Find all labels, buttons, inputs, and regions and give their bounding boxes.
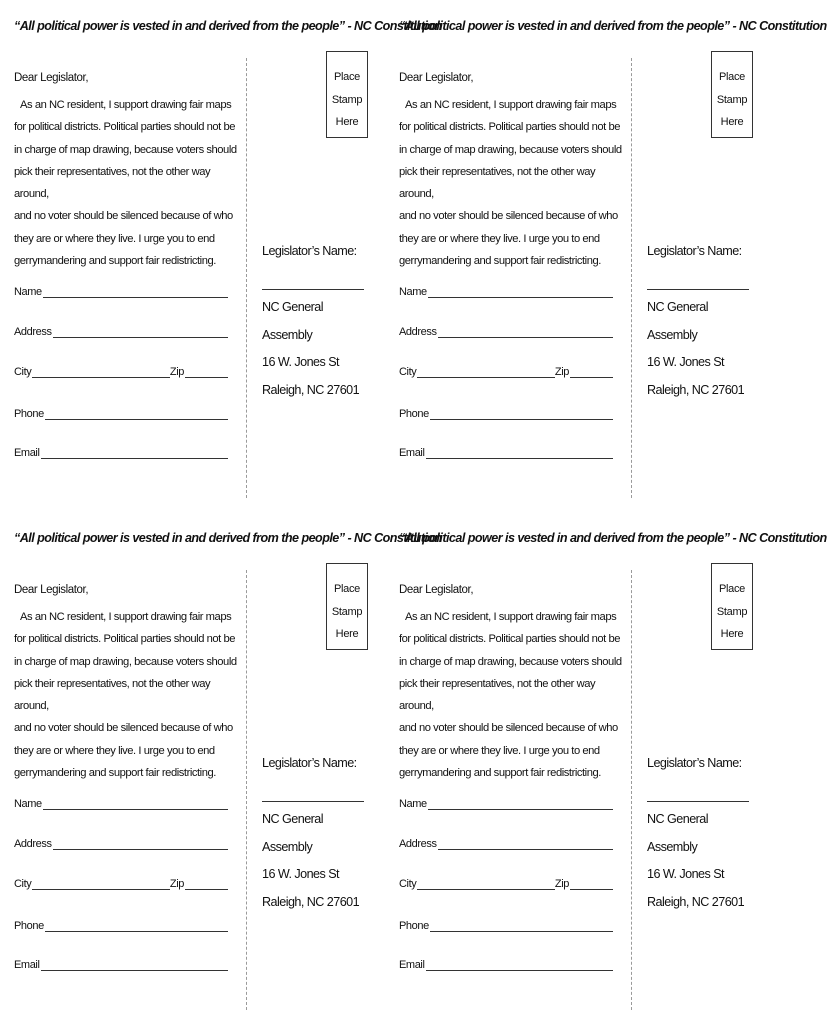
phone-field[interactable]	[399, 407, 613, 420]
name-line[interactable]	[43, 797, 228, 810]
message-line: pick their representatives, not the other way around,	[399, 165, 596, 201]
phone-field[interactable]	[14, 407, 228, 420]
cut-divider	[631, 58, 632, 498]
email-line[interactable]	[41, 958, 228, 971]
phone-label: Phone	[399, 408, 429, 420]
stamp-box	[326, 51, 368, 138]
city-line[interactable]	[417, 365, 555, 378]
zip-line[interactable]	[185, 365, 228, 378]
message-line: As an NC resident, I support drawing fair maps	[20, 99, 232, 111]
address-line: Raleigh, NC 27601	[262, 382, 360, 397]
email-field[interactable]	[399, 446, 613, 459]
message-line: for political districts. Political parties should not be	[399, 121, 621, 134]
message-line: and no voter should be silenced because of who	[14, 722, 233, 735]
motto: “All political power is vested in and derived from the people” - NC Constitution	[399, 19, 827, 33]
address-field[interactable]	[399, 837, 613, 850]
stamp-text: Place	[718, 583, 746, 595]
message-line: pick their representatives, not the other way around,	[14, 165, 211, 201]
city-zip-field[interactable]	[14, 877, 228, 890]
message-area	[14, 584, 239, 784]
stamp-text: Stamp	[716, 605, 748, 618]
phone-line[interactable]	[430, 407, 613, 420]
cut-divider	[246, 570, 247, 1010]
address-line[interactable]	[438, 837, 613, 850]
email-label: Email	[399, 959, 425, 971]
email-line[interactable]	[426, 446, 613, 459]
city-line[interactable]	[417, 877, 555, 890]
email-field[interactable]	[14, 446, 228, 459]
stamp-text: Here	[335, 628, 359, 640]
address-block	[647, 806, 757, 916]
zip-line[interactable]	[185, 877, 228, 890]
stamp-box	[711, 51, 753, 138]
city-line[interactable]	[32, 877, 170, 890]
message-area	[399, 584, 624, 784]
address-line: 16 W. Jones St	[262, 355, 340, 369]
address-field[interactable]	[399, 325, 613, 338]
name-field[interactable]	[399, 285, 613, 298]
phone-label: Phone	[399, 920, 429, 932]
address-block	[262, 294, 372, 404]
address-label: Address	[14, 326, 52, 338]
phone-label: Phone	[14, 920, 44, 932]
stamp-text: Stamp	[331, 605, 363, 618]
address-block	[647, 294, 757, 404]
message-body	[399, 94, 624, 272]
stamp-text: Here	[720, 628, 744, 640]
address-label: Address	[399, 838, 437, 850]
name-label: Name	[14, 798, 42, 810]
message-line: they are or where they live. I urge you to end	[399, 744, 600, 757]
address-field[interactable]	[14, 325, 228, 338]
stamp-text: Place	[718, 71, 746, 83]
cut-divider	[631, 570, 632, 1010]
address-block	[262, 806, 372, 916]
email-label: Email	[14, 959, 40, 971]
message-line: As an NC resident, I support drawing fair maps	[405, 99, 617, 111]
stamp-text: Here	[720, 116, 744, 128]
postcard-bottom-right	[385, 512, 827, 1024]
city-zip-field[interactable]	[14, 365, 228, 378]
message-line: in charge of map drawing, because voters should	[14, 143, 237, 156]
message-line: in charge of map drawing, because voters should	[399, 655, 622, 668]
stamp-box	[326, 563, 368, 650]
zip-label: Zip	[554, 878, 570, 890]
legislator-name-line[interactable]	[647, 271, 749, 290]
name-field[interactable]	[14, 797, 228, 810]
email-field[interactable]	[14, 958, 228, 971]
address-line[interactable]	[438, 325, 613, 338]
phone-line[interactable]	[45, 407, 228, 420]
recipient-address	[647, 756, 757, 916]
legislator-label: Legislator’s Name:	[262, 756, 357, 770]
phone-field[interactable]	[14, 919, 228, 932]
salutation: Dear Legislator,	[399, 72, 474, 84]
email-line[interactable]	[426, 958, 613, 971]
email-label: Email	[14, 447, 40, 459]
postcard-top-left	[0, 0, 442, 512]
phone-line[interactable]	[45, 919, 228, 932]
message-line: and no voter should be silenced because of who	[399, 210, 618, 223]
phone-line[interactable]	[430, 919, 613, 932]
city-label: City	[399, 878, 417, 890]
message-line: they are or where they live. I urge you to end	[399, 232, 600, 245]
address-line[interactable]	[53, 325, 228, 338]
message-body	[14, 606, 239, 784]
city-label: City	[399, 366, 417, 378]
stamp-text: Stamp	[331, 93, 363, 106]
cut-divider	[246, 58, 247, 498]
salutation: Dear Legislator,	[399, 584, 474, 596]
address-line: 16 W. Jones St	[262, 867, 340, 881]
name-line[interactable]	[428, 285, 613, 298]
city-label: City	[14, 366, 32, 378]
email-line[interactable]	[41, 446, 228, 459]
legislator-name-line[interactable]	[262, 783, 364, 802]
phone-field[interactable]	[399, 919, 613, 932]
address-line: NC General Assembly	[262, 300, 323, 342]
message-line: and no voter should be silenced because of who	[399, 722, 618, 735]
stamp-text: Here	[335, 116, 359, 128]
zip-label: Zip	[169, 878, 185, 890]
message-body	[14, 94, 239, 272]
message-line: gerrymandering and support fair redistricting.	[399, 255, 601, 268]
address-line: 16 W. Jones St	[647, 355, 725, 369]
city-line[interactable]	[32, 365, 170, 378]
email-field[interactable]	[399, 958, 613, 971]
address-line: NC General Assembly	[647, 300, 708, 342]
address-line: 16 W. Jones St	[647, 867, 725, 881]
recipient-address	[647, 244, 757, 404]
zip-label: Zip	[554, 366, 570, 378]
message-line: and no voter should be silenced because of who	[14, 210, 233, 223]
city-zip-field[interactable]	[399, 365, 613, 378]
stamp-box	[711, 563, 753, 650]
phone-label: Phone	[14, 408, 44, 420]
message-line: in charge of map drawing, because voters should	[14, 655, 237, 668]
name-field[interactable]	[14, 285, 228, 298]
message-body	[399, 606, 624, 784]
message-line: pick their representatives, not the other way around,	[399, 677, 596, 713]
zip-line[interactable]	[570, 877, 613, 890]
recipient-address	[262, 756, 372, 916]
message-area	[399, 72, 624, 272]
salutation: Dear Legislator,	[14, 72, 89, 84]
address-line: Raleigh, NC 27601	[647, 382, 745, 397]
legislator-name-line[interactable]	[647, 783, 749, 802]
message-line: they are or where they live. I urge you to end	[14, 232, 215, 245]
name-label: Name	[399, 798, 427, 810]
recipient-address	[262, 244, 372, 404]
motto: “All political power is vested in and derived from the people” - NC Constitution	[399, 531, 827, 545]
message-line: they are or where they live. I urge you to end	[14, 744, 215, 757]
motto: “All political power is vested in and derived from the people” - NC Constitution	[14, 531, 442, 545]
name-label: Name	[399, 286, 427, 298]
address-label: Address	[14, 838, 52, 850]
city-zip-field[interactable]	[399, 877, 613, 890]
address-line[interactable]	[53, 837, 228, 850]
stamp-text: Stamp	[716, 93, 748, 106]
message-line: gerrymandering and support fair redistricting.	[14, 255, 216, 268]
message-line: pick their representatives, not the other way around,	[14, 677, 211, 713]
name-line[interactable]	[428, 797, 613, 810]
address-line: Raleigh, NC 27601	[647, 894, 745, 909]
postcard-top-right	[385, 0, 827, 512]
address-field[interactable]	[14, 837, 228, 850]
name-field[interactable]	[399, 797, 613, 810]
stamp-text: Place	[333, 71, 361, 83]
message-line: in charge of map drawing, because voters should	[399, 143, 622, 156]
zip-line[interactable]	[570, 365, 613, 378]
email-label: Email	[399, 447, 425, 459]
legislator-label: Legislator’s Name:	[262, 244, 357, 258]
address-label: Address	[399, 326, 437, 338]
zip-label: Zip	[169, 366, 185, 378]
address-line: NC General Assembly	[262, 812, 323, 854]
message-line: for political districts. Political parties should not be	[14, 633, 236, 646]
city-label: City	[14, 878, 32, 890]
legislator-label: Legislator’s Name:	[647, 756, 742, 770]
message-line: gerrymandering and support fair redistricting.	[399, 767, 601, 780]
stamp-text: Place	[333, 583, 361, 595]
motto: “All political power is vested in and derived from the people” - NC Constitution	[14, 19, 442, 33]
address-line: Raleigh, NC 27601	[262, 894, 360, 909]
postcard-bottom-left	[0, 512, 442, 1024]
message-line: for political districts. Political parties should not be	[14, 121, 236, 134]
message-area	[14, 72, 239, 272]
name-line[interactable]	[43, 285, 228, 298]
message-line: gerrymandering and support fair redistricting.	[14, 767, 216, 780]
name-label: Name	[14, 286, 42, 298]
message-line: for political districts. Political parties should not be	[399, 633, 621, 646]
address-line: NC General Assembly	[647, 812, 708, 854]
message-line: As an NC resident, I support drawing fair maps	[405, 611, 617, 623]
legislator-label: Legislator’s Name:	[647, 244, 742, 258]
salutation: Dear Legislator,	[14, 584, 89, 596]
message-line: As an NC resident, I support drawing fair maps	[20, 611, 232, 623]
legislator-name-line[interactable]	[262, 271, 364, 290]
